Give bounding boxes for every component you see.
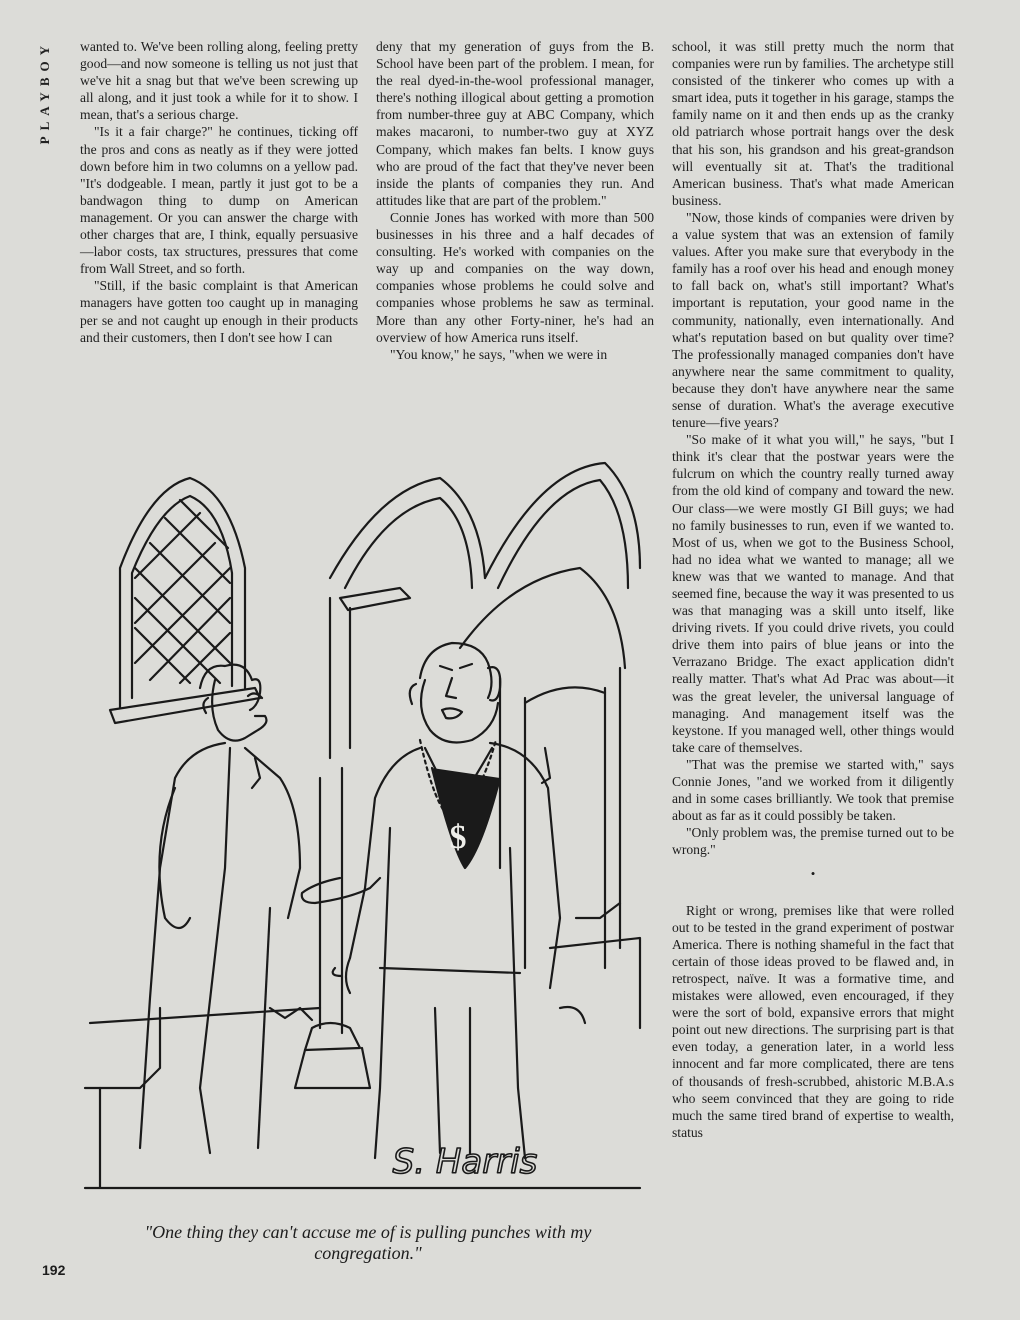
text-column-2 [376, 38, 654, 363]
text-column-1 [80, 38, 358, 346]
paragraph: school, it was still pretty much the norm that companies were run by families. The archetype still consisted of the tinkerer who comes up with a smart idea, puts it together in his garage, stamps the family name on it and then ends up as the cranky old patriarch whose portrait hangs over the desk that his son, his grandson and his great-grandson will eventually sit at. That's the traditional American business. That's what made American business. [672, 39, 955, 208]
page-number: 192 [42, 1262, 66, 1278]
paragraph: deny that my generation of guys from the B. School have been part of the problem. I mean, for the real dyed-in-the-wool professional manager, there's nothing illogical about getting a promotion from number-three guy at ABC Company, which makes macaroni, to number-two guy at XYZ Company, which makes fan belts. I know guys who are proud of the fact that they've never been inside the plants of companies they run. And attitudes like that are part of the problem." [376, 39, 654, 208]
paragraph: wanted to. We've been rolling along, feeling pretty good—and now someone is telling us not just that we've hit a snag but that we've been screwing up all along, and it just took a while for it to show. I mean, that's a serious charge. [80, 39, 358, 123]
magazine-title: PLAYBOY [37, 40, 52, 145]
church-window [110, 478, 260, 723]
paragraph: Right or wrong, premises like that were rolled out to be tested in the grand experiment of postwar America. There is nothing shameful in the fact that certain of those ideas proved to be flawed and, in retrospect, naïve. It was a formative time, and mistakes were allowed, even encouraged, if they were the sort of bold, expansive errors that might point out new directions. The surprising part is that even today, a generation later, in a world less innocent and far more complicated, there are tens of thousands of fresh-scrubbed, ahistoric M.B.A.s who seem convinced that they are going to ride much the same tired brand of expertise to wealth, status [672, 902, 954, 1140]
priest-figure [302, 643, 560, 1158]
cartoon-illustration [80, 448, 656, 1208]
paragraph: "Is it a fair charge?" he continues, ticking off the pros and cons as neatly as if they were jotted down before him in two columns on a yellow pad. "It's dodgeable. I mean, partly it just got to be a bandwagon thing to dump on American management. Or you can answer the charge with other charges that are, I think, equally persuasive—labor costs, tax structures, pressures that come from Wall Street, and so forth. [80, 124, 358, 277]
stone-arches [330, 463, 640, 968]
stone-column [295, 768, 370, 1088]
paragraph: Connie Jones has worked with more than 500 businesses in his three and a half decades of consulting. He's worked with companies on the way up and companies on the way down, companies whose problems he could solve and companies whose problems he saw as terminal. More than any other Forty-niner, he's had an overview of how America runs itself. [376, 209, 654, 345]
paragraph: "So make of it what you will," he says, "but I think it's clear that the postwar years were the fulcrum on which the country really turned away from the old kind of company and toward the new. Our class—we were mostly GI Bill guys; we had no family businesses to run, even if we wanted to. Most of us, when we got to the Business School, had no idea what we wanted to manage; all we knew was that we wanted to manage. And that seemed fine, because the way it was presented to us was that managing was a skill unto itself, like driving rivets. If you could drive rivets, you could drive them into pairs of blue jeans or into the Verrazano Bridge. The exact application didn't really matter. That's what Ad Prac was about—it was the great leveler, the universal language of managing. And management itself was the keystone. If you managed well, other things would take care of themselves. [672, 432, 954, 755]
paragraph: "You know," he says, "when we were in [390, 346, 608, 362]
paragraph: "Only problem was, the premise turned out to be wrong." [672, 825, 954, 858]
section-break-bullet: • [810, 865, 816, 881]
text-column-3 [672, 38, 954, 1141]
dollar-medallion: $ [449, 819, 467, 856]
cartoonist-signature: S. Harris [392, 1142, 538, 1182]
paragraph: "Still, if the basic complaint is that American managers have gotten too caught up in managing per se and not caught up enough in their products and their customers, then I don't see how I can [80, 278, 358, 345]
paragraph: "Now, those kinds of companies were driven by a value system that was an extension of family values. After you make sure that everybody in the family has a roof over his head and enough money to fall back on, what's still important? What's important is reputation, your good name in the community, nationally, even internationally. And what's reputation based on but quality over time? The professionally managed companies don't have anywhere near the same commitment to quality, because they don't have anywhere near the same sense of duration. What's the average executive tenure—five years? [672, 209, 954, 431]
paragraph: "That was the premise we started with," says Connie Jones, "and we worked from it diligently and in some cases brilliantly. We took that premise about as far as it could possibly be taken. [672, 756, 954, 824]
cartoon-caption: "One thing they can't accuse me of is pulling punches with my congregation." [144, 1222, 592, 1263]
parishioner-figure [140, 665, 300, 1153]
